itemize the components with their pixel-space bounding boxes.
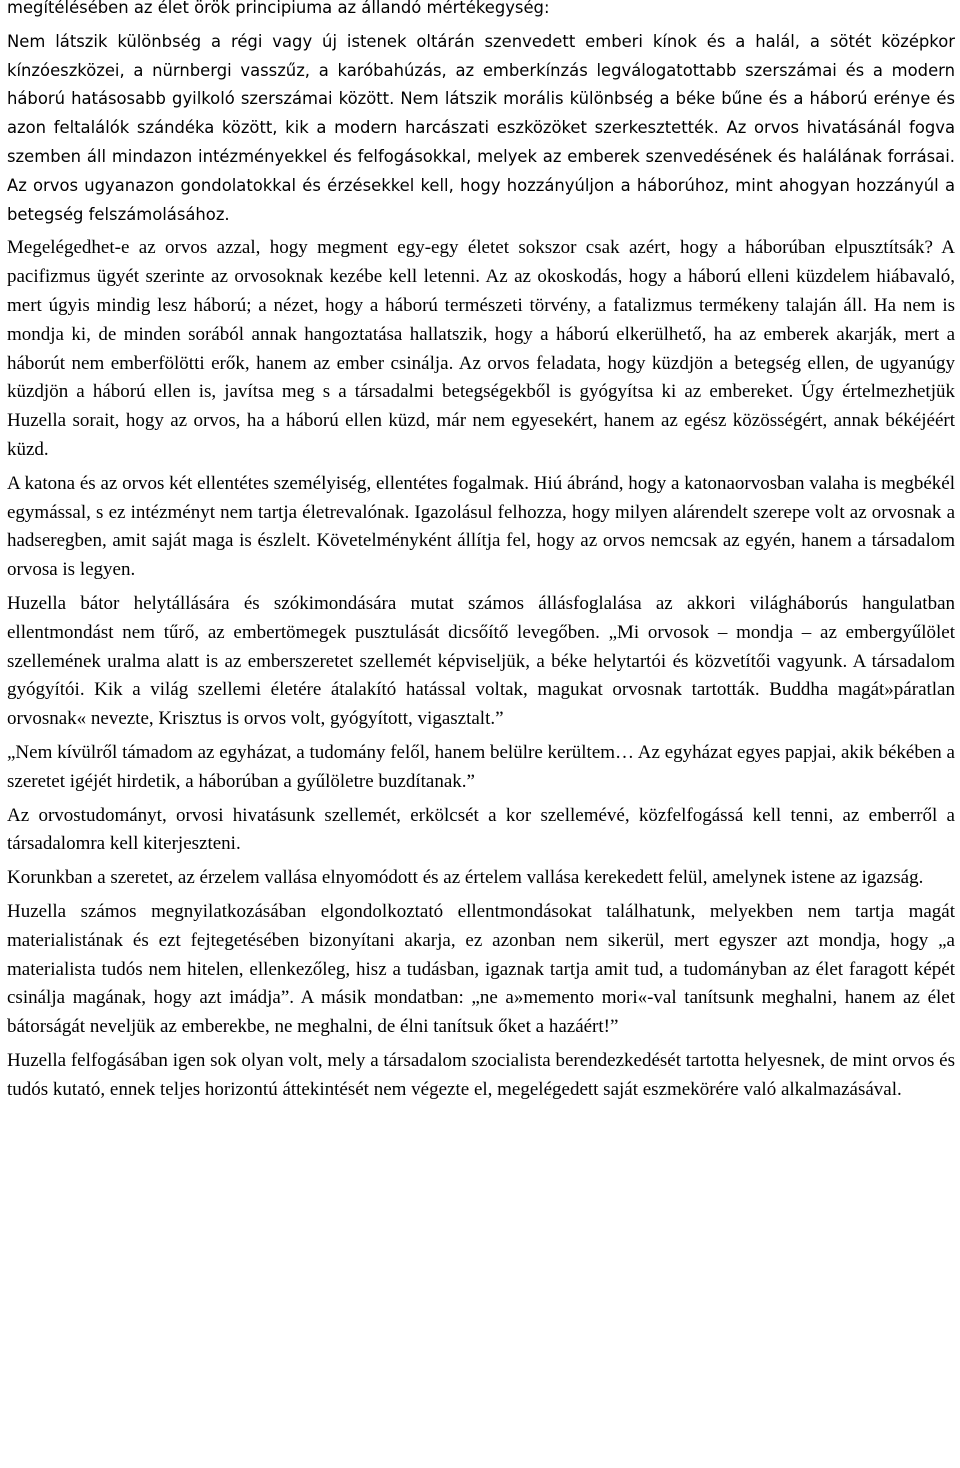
paragraph-intro-fragment: megítélésében az élet örök principiuma az állandó mértékegység: bbox=[7, 0, 550, 17]
paragraph-church-quote: „Nem kívülről támadom az egyházat, a tudomány felől, hanem belülre kerültem… Az egyházat egyes papjai, akik békében a szeretet igéjét hirdetik, a háborúban a gyűlöletre buzdítanak.” bbox=[7, 741, 955, 792]
paragraph-huzella-courage: Huzella bátor helytállására és szókimondására mutat számos állásfoglalása az akkori világháborús hangulatban ellentmondást nem tűrő, az embertömegek pusztulását dicsőítő levegőben. „Mi orvosok – mondja – az embergyűlölet szellemének uralma alatt is az emberszeretet szellemét képviseljük, a béke helytartói és közvetítői vagyunk. A társadalom gyógyítói. Kik a világ szellemi életére átalakító hatással voltak, magukat orvosnak tartották. Buddha magát»páratlan orvosnak« nevezte, Krisztus is orvos volt, gyógyított, vigasztalt.” bbox=[7, 592, 955, 730]
paragraph-socialist-views: Huzella felfogásában igen sok olyan volt, mely a társadalom szocialista berendezkedését tartotta helyesnek, de mint orvos és tudós kutató, ennek teljes horizontú áttekintését nem végezte el, megelégedett saját eszmekörére való alkalmazásával. bbox=[7, 1049, 955, 1100]
paragraph-soldier-and-doctor: A katona és az orvos két ellentétes személyiség, ellentétes fogalmak. Hiú ábránd, hogy a katonaorvosban valaha is megbékél egymással, s ez intézményt nem tartja életrevalónak. Igazolásul felhozza, hogy milyen alárendelt szerepe volt az orvosnak a hadseregben, amit saját maga is észlelt. Követelményként állítja fel, hogy az orvos nemcsak az egyén, hanem a társadalom orvosa is legyen. bbox=[7, 472, 955, 581]
paragraph-contradictions: Huzella számos megnyilatkozásában elgondolkoztató ellentmondásokat találhatunk, melyekben nem tartja magát materialistának és ezt fejtegetésében bizonyítani akarja, ez azonban nem sikerül, mert egyszer azt mondja, hogy „a materialista tudós nem hitelen, ellenkezőleg, hisz a tudásban, igaznak tartja amit tud, a tudományban az élet faragott képét csinálja magának, hogy azt imádja”. A másik mondatban: „ne a»memento mori«-val tanítsunk meghalni, hanem az élet bátorságát neveljük az emberekbe, ne meghalni, de élni tanítsuk őket a hazáért!” bbox=[7, 900, 955, 1038]
paragraph-medical-spirit: Az orvostudományt, orvosi hivatásunk szellemét, erkölcsét a kor szellemévé, közfelfogássá kell tenni, az emberről a társadalomra kell kiterjeszteni. bbox=[7, 804, 955, 855]
paragraph-pacifism: Megelégedhet-e az orvos azzal, hogy megment egy-egy életet sokszor csak azért, hogy a háborúban elpusztítsák? A pacifizmus ügyét szerinte az orvosoknak kezébe kell letenni. Az az okoskodás, hogy a háború elleni küzdelem hiábavaló, mert úgyis mindig lesz háború; a nézet, hogy a háború természeti törvény, a fatalizmus termékeny talaján áll. Ha nem is mondja ki, de minden sorából annak hangoztatása hallatszik, hogy a háború elkerülhető, ha az emberek akarják, mert a háborút nem emberfölötti erők, hanem az ember csinálja. Az orvos feladata, hogy küzdjön a betegség ellen, de ugyanúgy küzdjön a háború ellen is, javítsa meg s a társadalmi betegségekből is gyógyítsa ki az embereket. Úgy értelmezhetjük Huzella sorait, hogy az orvos, ha a háború ellen küzd, már nem egyesekért, hanem az egész közösségért, annak békéjéért küzd. bbox=[7, 237, 955, 460]
paragraph-religion-of-reason: Korunkban a szeretet, az érzelem vallása elnyomódott és az értelem vallása kerekedett felül, amelynek istene az igazság. bbox=[7, 867, 924, 889]
paragraph-war-and-torture: Nem látszik különbség a régi vagy új istenek oltárán szenvedett emberi kínok és a halál, a sötét középkor kínzóeszközei, a nürnbergi vasszűz, a karóbahúzás, az emberkínzás legválogatottabb szerszámai és a modern háború hatásosabb gyilkoló szerszámai között. Nem látszik morális különbség a béke bűne és a háború erénye és azon feltalálók szándéka között, kik a modern harcászati eszközöket szerkesztették. Az orvos hivatásánál fogva szemben áll mindazon intézményekkel és felfogásokkal, melyek az emberek szenvedésének és halálának forrásai. Az orvos ugyanazon gondolatokkal és érzésekkel kell, hogy hozzányúljon a háborúhoz, mint ahogyan hozzányúl a betegség felszámolásához. bbox=[7, 31, 955, 224]
